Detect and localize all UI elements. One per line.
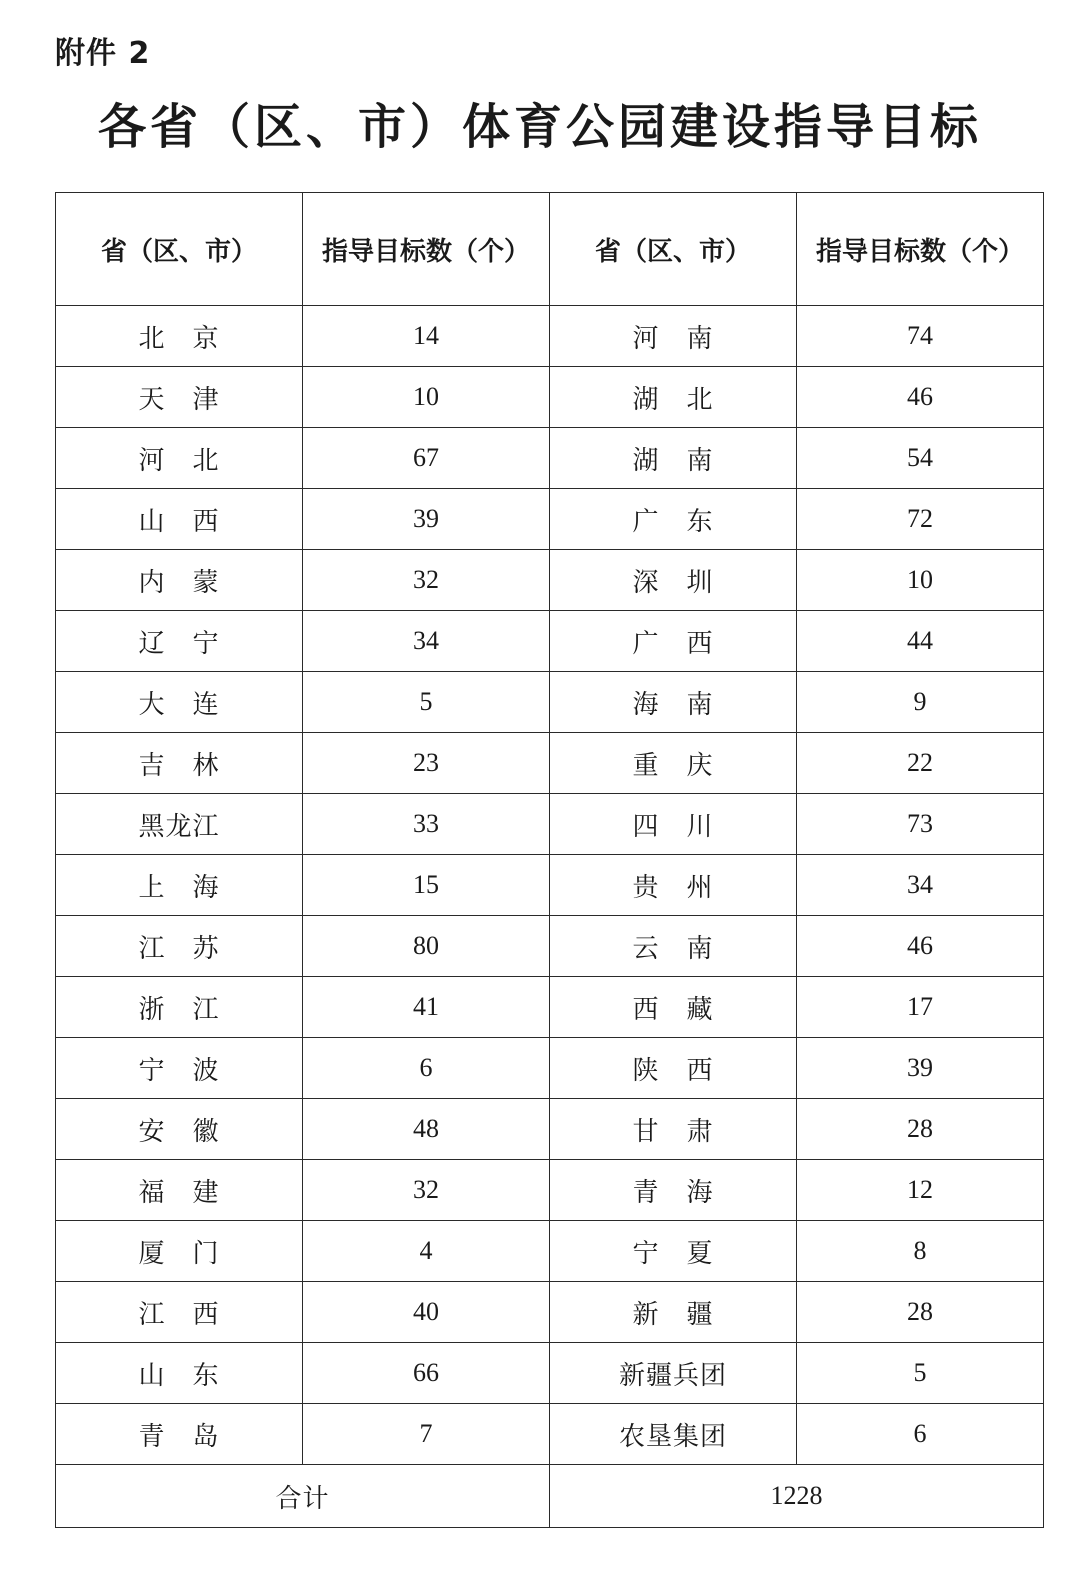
table-row xyxy=(56,1221,1044,1282)
cell-target: 9 xyxy=(797,672,1044,733)
cell-province: 湖 北 xyxy=(550,367,797,428)
cell-target: 33 xyxy=(303,794,550,855)
table-row xyxy=(56,489,1044,550)
table-row xyxy=(56,1282,1044,1343)
table-row xyxy=(56,794,1044,855)
cell-target: 67 xyxy=(303,428,550,489)
cell-target: 46 xyxy=(797,916,1044,977)
table-row xyxy=(56,672,1044,733)
table-row xyxy=(56,977,1044,1038)
cell-province: 青 岛 xyxy=(56,1404,303,1465)
cell-target: 28 xyxy=(797,1282,1044,1343)
cell-province: 海 南 xyxy=(550,672,797,733)
table-row xyxy=(56,733,1044,794)
cell-target: 66 xyxy=(303,1343,550,1404)
cell-province: 湖 南 xyxy=(550,428,797,489)
total-row xyxy=(56,1465,1044,1528)
cell-target: 5 xyxy=(303,672,550,733)
table-body xyxy=(56,306,1044,1465)
cell-target: 40 xyxy=(303,1282,550,1343)
target-table xyxy=(55,192,1044,1528)
total-label: 合计 xyxy=(56,1465,550,1528)
cell-target: 73 xyxy=(797,794,1044,855)
cell-target: 10 xyxy=(797,550,1044,611)
cell-target: 74 xyxy=(797,306,1044,367)
table-row xyxy=(56,1343,1044,1404)
table-row xyxy=(56,1160,1044,1221)
cell-province: 大 连 xyxy=(56,672,303,733)
cell-target: 72 xyxy=(797,489,1044,550)
cell-province: 广 东 xyxy=(550,489,797,550)
cell-province: 新 疆 xyxy=(550,1282,797,1343)
column-header-target: 指导目标数（个） xyxy=(797,193,1044,306)
column-header-province: 省（区、市） xyxy=(550,193,797,306)
cell-target: 44 xyxy=(797,611,1044,672)
cell-province: 内 蒙 xyxy=(56,550,303,611)
cell-target: 5 xyxy=(797,1343,1044,1404)
cell-target: 8 xyxy=(797,1221,1044,1282)
cell-province: 农垦集团 xyxy=(550,1404,797,1465)
page-title: 各省（区、市）体育公园建设指导目标 xyxy=(97,99,982,155)
cell-province: 重 庆 xyxy=(550,733,797,794)
cell-target: 32 xyxy=(303,1160,550,1221)
cell-province: 贵 州 xyxy=(550,855,797,916)
cell-target: 7 xyxy=(303,1404,550,1465)
cell-target: 39 xyxy=(303,489,550,550)
attachment-label: 附件 2 xyxy=(55,36,151,71)
cell-target: 6 xyxy=(797,1404,1044,1465)
column-header-province: 省（区、市） xyxy=(56,193,303,306)
cell-province: 辽 宁 xyxy=(56,611,303,672)
cell-province: 四 川 xyxy=(550,794,797,855)
table-row xyxy=(56,611,1044,672)
cell-target: 4 xyxy=(303,1221,550,1282)
cell-target: 17 xyxy=(797,977,1044,1038)
cell-province: 云 南 xyxy=(550,916,797,977)
cell-province: 宁 夏 xyxy=(550,1221,797,1282)
cell-target: 34 xyxy=(303,611,550,672)
cell-province: 深 圳 xyxy=(550,550,797,611)
cell-province: 安 徽 xyxy=(56,1099,303,1160)
cell-province: 陕 西 xyxy=(550,1038,797,1099)
cell-province: 甘 肃 xyxy=(550,1099,797,1160)
cell-target: 80 xyxy=(303,916,550,977)
cell-province: 广 西 xyxy=(550,611,797,672)
cell-province: 江 西 xyxy=(56,1282,303,1343)
table-row xyxy=(56,855,1044,916)
cell-province: 黑龙江 xyxy=(56,794,303,855)
cell-target: 34 xyxy=(797,855,1044,916)
cell-province: 吉 林 xyxy=(56,733,303,794)
cell-province: 北 京 xyxy=(56,306,303,367)
column-header-target: 指导目标数（个） xyxy=(303,193,550,306)
cell-province: 天 津 xyxy=(56,367,303,428)
table-row xyxy=(56,1404,1044,1465)
cell-target: 54 xyxy=(797,428,1044,489)
cell-target: 15 xyxy=(303,855,550,916)
table-header-row xyxy=(56,193,1044,306)
cell-target: 10 xyxy=(303,367,550,428)
cell-province: 河 南 xyxy=(550,306,797,367)
table-row xyxy=(56,428,1044,489)
cell-province: 宁 波 xyxy=(56,1038,303,1099)
table-row xyxy=(56,550,1044,611)
cell-province: 河 北 xyxy=(56,428,303,489)
cell-province: 青 海 xyxy=(550,1160,797,1221)
cell-target: 23 xyxy=(303,733,550,794)
table-row xyxy=(56,1099,1044,1160)
cell-target: 22 xyxy=(797,733,1044,794)
cell-target: 39 xyxy=(797,1038,1044,1099)
cell-target: 28 xyxy=(797,1099,1044,1160)
cell-target: 41 xyxy=(303,977,550,1038)
table-row xyxy=(56,306,1044,367)
cell-province: 福 建 xyxy=(56,1160,303,1221)
cell-target: 32 xyxy=(303,550,550,611)
cell-target: 12 xyxy=(797,1160,1044,1221)
cell-target: 6 xyxy=(303,1038,550,1099)
cell-province: 江 苏 xyxy=(56,916,303,977)
cell-target: 48 xyxy=(303,1099,550,1160)
cell-province: 厦 门 xyxy=(56,1221,303,1282)
cell-target: 14 xyxy=(303,306,550,367)
cell-target: 46 xyxy=(797,367,1044,428)
table-row xyxy=(56,1038,1044,1099)
table-row xyxy=(56,916,1044,977)
total-value: 1228 xyxy=(550,1465,1044,1528)
cell-province: 山 东 xyxy=(56,1343,303,1404)
cell-province: 浙 江 xyxy=(56,977,303,1038)
cell-province: 山 西 xyxy=(56,489,303,550)
table-row xyxy=(56,367,1044,428)
cell-province: 新疆兵团 xyxy=(550,1343,797,1404)
cell-province: 上 海 xyxy=(56,855,303,916)
cell-province: 西 藏 xyxy=(550,977,797,1038)
